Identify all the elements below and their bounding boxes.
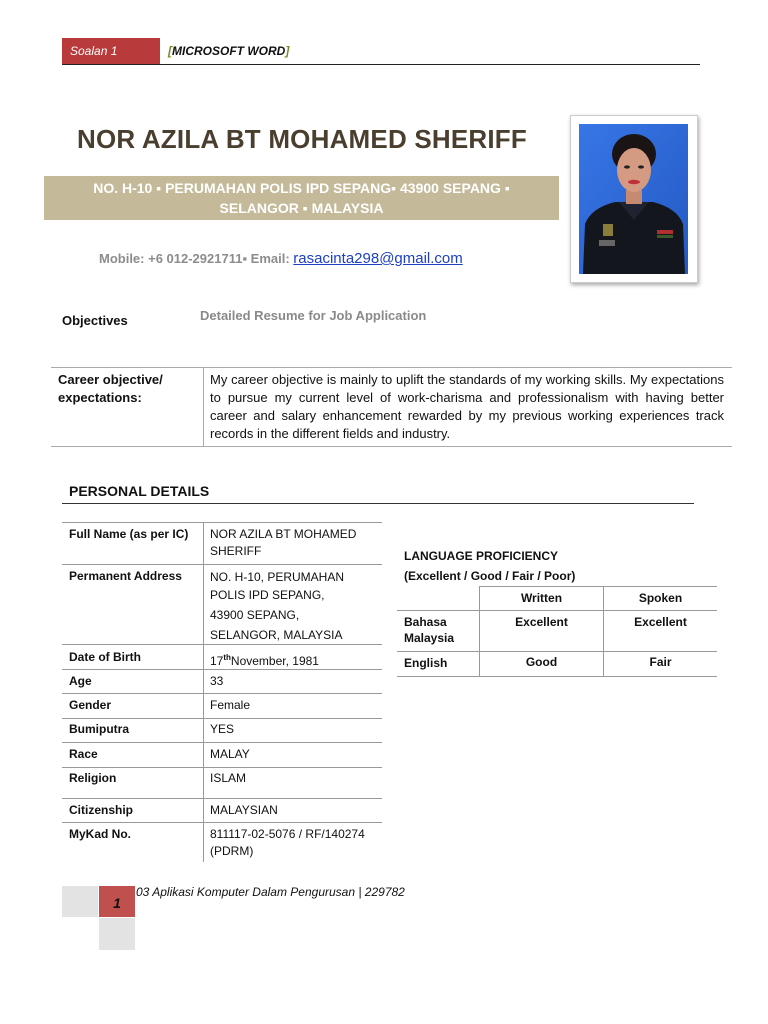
race-value: MALAY — [210, 747, 250, 761]
spoken-header: Spoken — [638, 591, 683, 605]
career-table-top-border — [51, 367, 732, 368]
language-proficiency-heading — [404, 546, 575, 586]
language-name: English — [404, 656, 448, 670]
row-divider — [62, 822, 382, 823]
mobile-text: Mobile: +6 012-2921711▪ Email: — [99, 251, 294, 266]
full-name-label: Full Name (as per IC) — [69, 527, 189, 541]
row-divider — [62, 522, 382, 523]
row-divider — [62, 564, 382, 565]
objectives-text: Detailed Resume for Job Application — [200, 308, 427, 323]
written-header: Written — [520, 591, 563, 605]
language-name: Bahasa Malaysia — [404, 615, 455, 645]
header-tag: [MICROSOFT WORD] — [168, 44, 290, 58]
address-value — [210, 568, 380, 644]
language-title-line: LANGUAGE PROFICIENCY — [404, 549, 559, 563]
age-label: Age — [69, 674, 92, 688]
written-level: Good — [525, 655, 558, 669]
footer-block — [62, 886, 98, 917]
resume-name: NOR AZILA BT MOHAMED SHERIFF — [77, 124, 527, 154]
details-table-divider — [203, 522, 204, 862]
age-value: 33 — [210, 674, 224, 688]
lang-table-border — [397, 651, 717, 652]
address-value-line: 43900 SEPANG, — [210, 608, 300, 622]
row-divider — [62, 718, 382, 719]
mykad-label: MyKad No. — [69, 827, 132, 841]
row-divider — [62, 767, 382, 768]
row-divider — [62, 693, 382, 694]
language-scale-line: (Excellent / Good / Fair / Poor) — [404, 569, 576, 583]
row-divider — [62, 644, 382, 645]
section-label: Soalan 1 — [62, 38, 160, 65]
address-line-2: SELANGOR ▪ MALAYSIA — [219, 200, 384, 216]
gender-value: Female — [210, 698, 251, 712]
career-text: My career objective is mainly to uplift the standards of my working skills. My expectations to pursue my current level of work-charisma and professionalism with having better career and salary enhancement rewarded by my previous working experiences track records in the different fields and industry. — [210, 372, 724, 441]
portrait-image — [571, 116, 697, 282]
address-line-1: NO. H-10 ▪ PERUMAHAN POLIS IPD SEPANG▪ 43900 SEPANG ▪ — [93, 180, 510, 196]
page-number: 1 — [99, 886, 135, 917]
lang-table-border — [397, 610, 717, 611]
lang-table-border — [480, 586, 717, 587]
career-table-bottom-border — [51, 446, 732, 447]
mykad-value: 811117-02-5076 / RF/140274 (PDRM) — [210, 827, 365, 858]
dob-label: Date of Birth — [69, 650, 141, 664]
row-divider — [62, 798, 382, 799]
career-label: Career objective/ expectations: — [58, 372, 163, 405]
spoken-level: Fair — [649, 655, 672, 669]
address-value-line: NO. H-10, PERUMAHAN POLIS IPD SEPANG, — [210, 570, 345, 602]
gender-label: Gender — [69, 698, 112, 712]
row-divider — [62, 742, 382, 743]
address-value-line: SELANGOR, MALAYSIA — [210, 628, 343, 642]
address-label: Permanent Address — [69, 569, 182, 583]
personal-details-underline — [62, 503, 694, 504]
email-link[interactable]: rasacinta298@gmail.com — [293, 250, 463, 267]
header-divider — [62, 64, 700, 65]
citizenship-value: MALAYSIAN — [210, 803, 278, 817]
bumiputra-label: Bumiputra — [69, 722, 129, 736]
footer-block — [99, 918, 135, 950]
citizenship-label: Citizenship — [69, 803, 134, 817]
full-name-value: NOR AZILA BT MOHAMED SHERIFF — [210, 527, 357, 558]
race-label: Race — [69, 747, 98, 761]
personal-details-heading: PERSONAL DETAILS — [69, 483, 210, 499]
career-table-divider — [203, 367, 204, 447]
address-band — [44, 176, 559, 220]
spoken-level: Excellent — [634, 615, 687, 629]
religion-label: Religion — [69, 771, 117, 785]
bumiputra-value: YES — [210, 722, 235, 736]
profile-photo — [570, 115, 698, 283]
religion-value: ISLAM — [210, 771, 247, 785]
footer-course-text: 03 Aplikasi Komputer Dalam Pengurusan | 229782 — [136, 885, 405, 899]
lang-table-border — [397, 676, 717, 677]
written-level: Excellent — [515, 615, 568, 629]
objectives-label: Objectives — [62, 313, 128, 328]
contact-line — [99, 250, 463, 267]
dob-value: 17thNovember, 1981 — [210, 653, 319, 668]
